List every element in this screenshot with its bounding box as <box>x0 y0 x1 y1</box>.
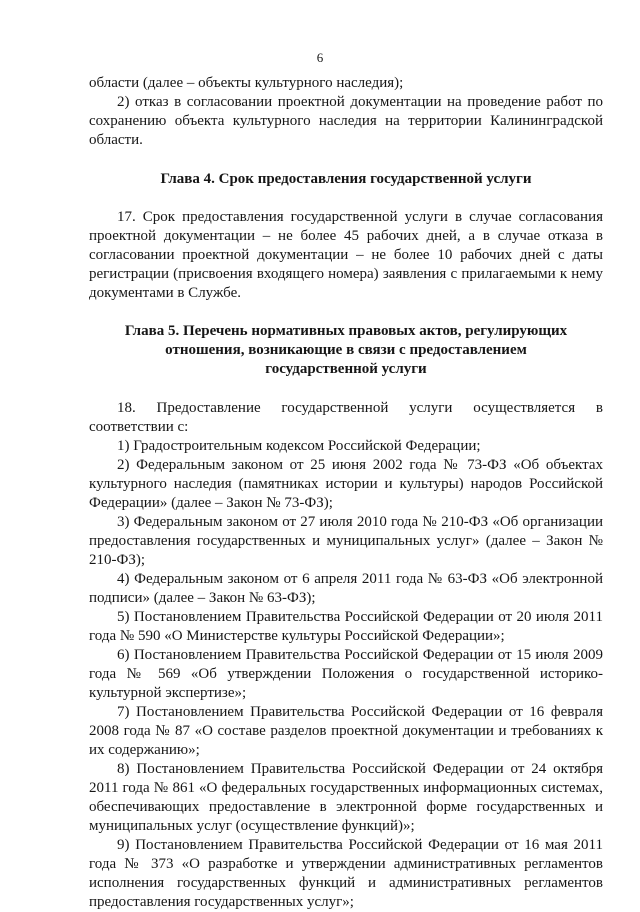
paragraph-refusal: 2) отказ в согласовании проектной документации на проведение работ по сохранению объекта культурного наследия на территории Калининградской области. <box>89 94 603 148</box>
list-item: 4) Федеральным законом от 6 апреля 2011 года № 63-ФЗ «Об электронной подписи» (далее – Закон № 63-ФЗ); <box>89 571 603 606</box>
paragraph-18: 18. Предоставление государственной услуги осуществляется в соответствии с: <box>89 400 603 435</box>
list-item: 8) Постановлением Правительства Российской Федерации от 24 октября 2011 года № 861 «О федеральных государственных информационных системах, обеспечивающих предоставление в электронной форме государственных и муниципальных услуг (осуществление функций)»; <box>89 761 603 834</box>
chapter-5-heading-line: Глава 5. Перечень нормативных правовых актов, регулирующих <box>124 323 568 339</box>
document-body <box>89 74 603 912</box>
chapter-5-heading <box>89 322 603 379</box>
list-item: 7) Постановлением Правительства Российской Федерации от 16 февраля 2008 года № 87 «О составе разделов проектной документации и требованиях к их содержанию»; <box>89 704 603 758</box>
list-item: 5) Постановлением Правительства Российской Федерации от 20 июля 2011 года № 590 «О Министерстве культуры Российской Федерации»; <box>89 609 603 644</box>
list-item: 9) Постановлением Правительства Российской Федерации от 16 мая 2011 года № 373 «О разработке и утверждении административных регламентов исполнения государственных функций и административных регламентов предоставления государственных услуг»; <box>89 837 603 910</box>
chapter-4-heading: Глава 4. Срок предоставления государственной услуги <box>160 171 532 187</box>
chapter-5-heading-line: отношения, возникающие в связи с предоставлением <box>165 342 527 358</box>
chapter-5-heading-line: государственной услуги <box>265 361 427 377</box>
paragraph-17: 17. Срок предоставления государственной услуги в случае согласования проектной документации – не более 45 рабочих дней, а в случае отказа в согласовании проектной документации – не более 10 рабочих дней с даты регистрации (присвоения входящего номера) заявления с прилагаемыми к нему документами в Службе. <box>89 209 603 301</box>
paragraph-intro-continuation: области (далее – объекты культурного наследия); <box>89 75 404 91</box>
page-number: 6 <box>316 50 324 65</box>
list-item: 1) Градостроительным кодексом Российской Федерации; <box>117 438 481 454</box>
list-item: 2) Федеральным законом от 25 июня 2002 года № 73-ФЗ «Об объектах культурного наследия (памятниках истории и культуры) народов Российской Федерации» (далее – Закон № 73-ФЗ); <box>89 457 603 511</box>
list-item: 3) Федеральным законом от 27 июля 2010 года № 210-ФЗ «Об организации предоставления государственных и муниципальных услуг» (далее – Закон № 210-ФЗ); <box>89 514 603 568</box>
list-item: 6) Постановлением Правительства Российской Федерации от 15 июля 2009 года № 569 «Об утверждении Положения о государственной историко-культурной экспертизе»; <box>89 647 603 701</box>
